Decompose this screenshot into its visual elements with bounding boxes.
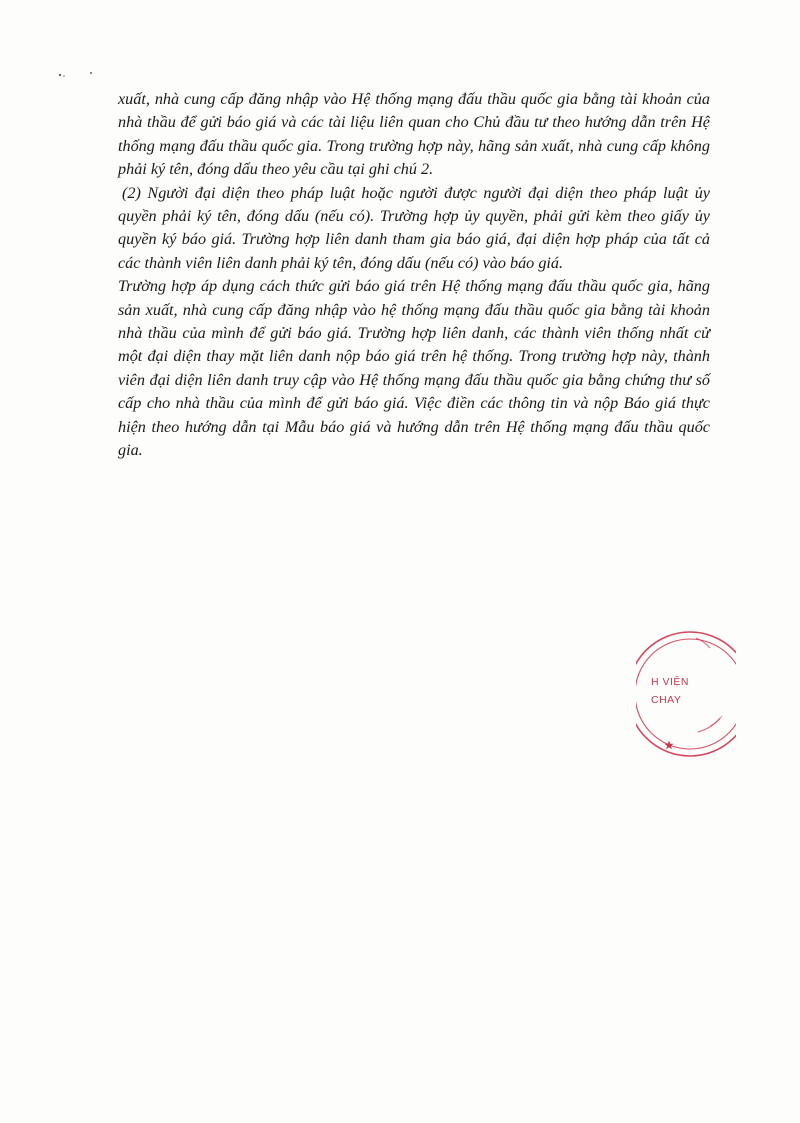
seal-text-line-1: H VIỆN [651, 676, 690, 688]
document-body [118, 88, 710, 463]
paragraph-note-continuation: xuất, nhà cung cấp đăng nhập vào Hệ thống mạng đấu thầu quốc gia bằng tài khoản của nhà thầu để gửi báo giá và các tài liệu liên quan cho Chủ đầu tư theo hướng dẫn trên Hệ thống mạng đấu thầu quốc gia. Trong trường hợp này, hãng sản xuất, nhà cung cấp không phải ký tên, đóng dấu theo yêu cầu tại ghi chú 2. [118, 90, 710, 179]
paragraph-online-submission: Trường hợp áp dụng cách thức gửi báo giá trên Hệ thống mạng đấu thầu quốc gia, hãng sản xuất, nhà cung cấp đăng nhập vào hệ thống mạng đấu thầu quốc gia bằng tài khoản nhà thầu của mình để gửi báo giá. Trường hợp liên danh, các thành viên thống nhất cử một đại diện thay mặt liên danh nộp báo giá trên hệ thống. Trong trường hợp này, thành viên đại diện liên danh truy cập vào Hệ thống mạng đấu thầu quốc gia bằng chứng thư số cấp cho nhà thầu của mình để gửi báo giá. Việc điền các thông tin và nộp Báo giá thực hiện theo hướng dẫn tại Mẫu báo giá và hướng dẫn trên Hệ thống mạng đấu thầu quốc gia. [118, 277, 710, 460]
seal-text-line-2: CHAY [651, 694, 682, 706]
red-seal-stamp [636, 628, 736, 758]
scan-speck-marks [56, 70, 96, 78]
seal-rings [636, 628, 736, 758]
star-icon [664, 740, 674, 750]
paragraph-note-2: (2) Người đại diện theo pháp luật hoặc người được người đại diện theo pháp luật ủy quyền phải ký tên, đóng dấu (nếu có). Trường hợp ủy quyền, phải gửi kèm theo giấy ủy quyền ký báo giá. Trường hợp liên danh tham gia báo giá, đại diện hợp pháp của tất cả các thành viên liên danh phải ký tên, đóng dấu (nếu có) vào báo giá. [118, 183, 710, 272]
